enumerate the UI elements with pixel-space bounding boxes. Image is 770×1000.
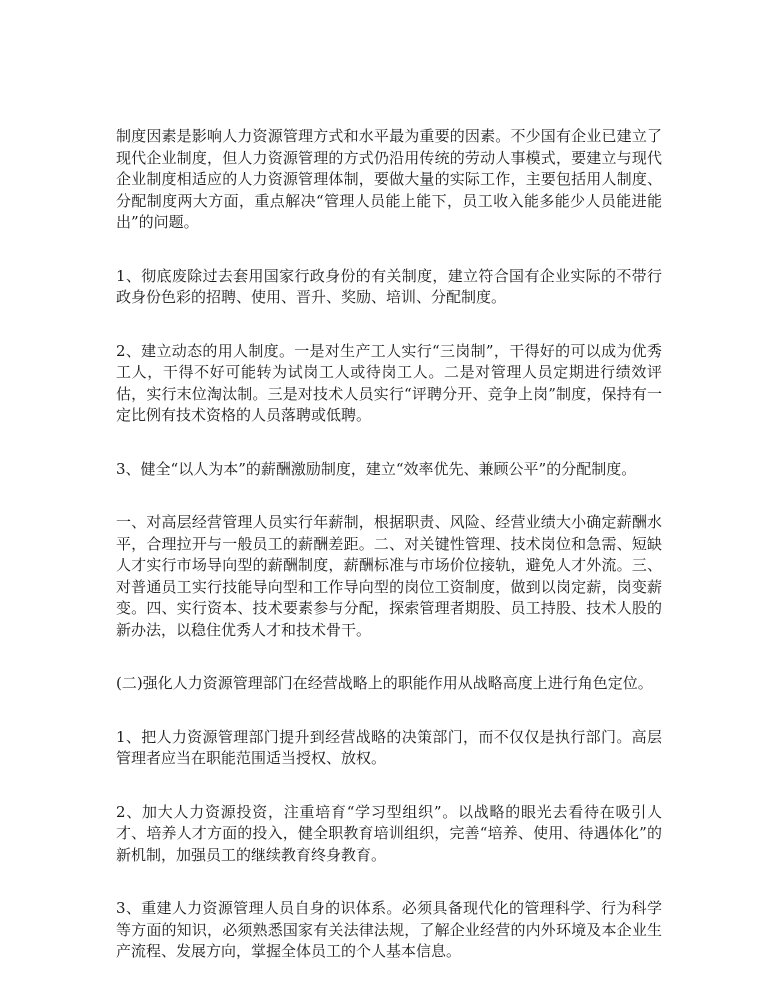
paragraph-section-two-item-3: 3、重建人力资源管理人员自身的识体系。必须具备现代化的管理科学、行为科学等方面的知识，必须熟悉国家有关法律法规，了解企业经营的内外环境及本企业生产流程、发展方向，掌握全体员工的个人基本信息。 <box>116 899 662 960</box>
paragraph-section-two-item-2: 2、加大人力资源投资，注重培育“学习型组织”。以战略的眼光去看待在吸引人才、培养人才方面的投入，健全职教育培训组织，完善“培养、使用、待遇体化”的新机制，加强员工的继续教育终身教育。 <box>116 802 662 864</box>
paragraph-intro: 制度因素是影响人力资源管理方式和水平最为重要的因素。不少国有企业已建立了现代企业制度，但人力资源管理的方式仍沿用传统的劳动人事模式，要建立与现代企业制度相适应的人力资源管理体制，要做大量的实际工作，主要包括用人制度、分配制度两大方面，重点解决“管理人员能上能下，员工收入能多能少人员能进能出”的问题。 <box>116 127 662 231</box>
paragraph-section-two-heading: (二)强化人力资源管理部门在经营战略上的职能作用从战略高度上进行角色定位。 <box>116 674 653 692</box>
document-page <box>116 126 662 995</box>
paragraph-salary-details: 一、对高层经营管理人员实行年薪制，根据职责、风险、经营业绩大小确定薪酬水平，合理拉开与一般员工的薪酬差距。二、对关键性管理、技术岗位和急需、短缺人才实行市场导向型的薪酬制度，薪酬标准与市场价位接轨，避免人才外流。三、对普通员工实行技能导向型和工作导向型的岗位工资制度，做到以岗定薪，岗变薪变。四、实行资本、技术要素参与分配，探索管理者期股、员工持股、技术人股的新办法，以稳住优秀人才和技术骨干。 <box>116 513 662 639</box>
paragraph-item-1: 1、彻底废除过去套用国家行政身份的有关制度，建立符合国有企业实际的不带行政身份色彩的招聘、使用、晋升、奖励、培训、分配制度。 <box>116 266 662 306</box>
paragraph-item-3: 3、健全“以人为本”的薪酬激励制度，建立“效率优先、兼顾公平”的分配制度。 <box>116 459 637 478</box>
paragraph-item-2: 2、建立动态的用人制度。一是对生产工人实行“三岗制”，干得好的可以成为优秀工人，干得不好可能转为试岗工人或待岗工人。二是对管理人员定期进行绩效评估，实行末位淘汰制。三是对技术人员实行“评聘分开、竞争上岗”制度，保持有一定比例有技术资格的人员落聘或低聘。 <box>116 341 662 424</box>
paragraph-section-two-item-1: 1、把人力资源管理部门提升到经营战略的决策部门，而不仅仅是执行部门。高层管理者应当在职能范围适当授权、放权。 <box>116 727 662 767</box>
